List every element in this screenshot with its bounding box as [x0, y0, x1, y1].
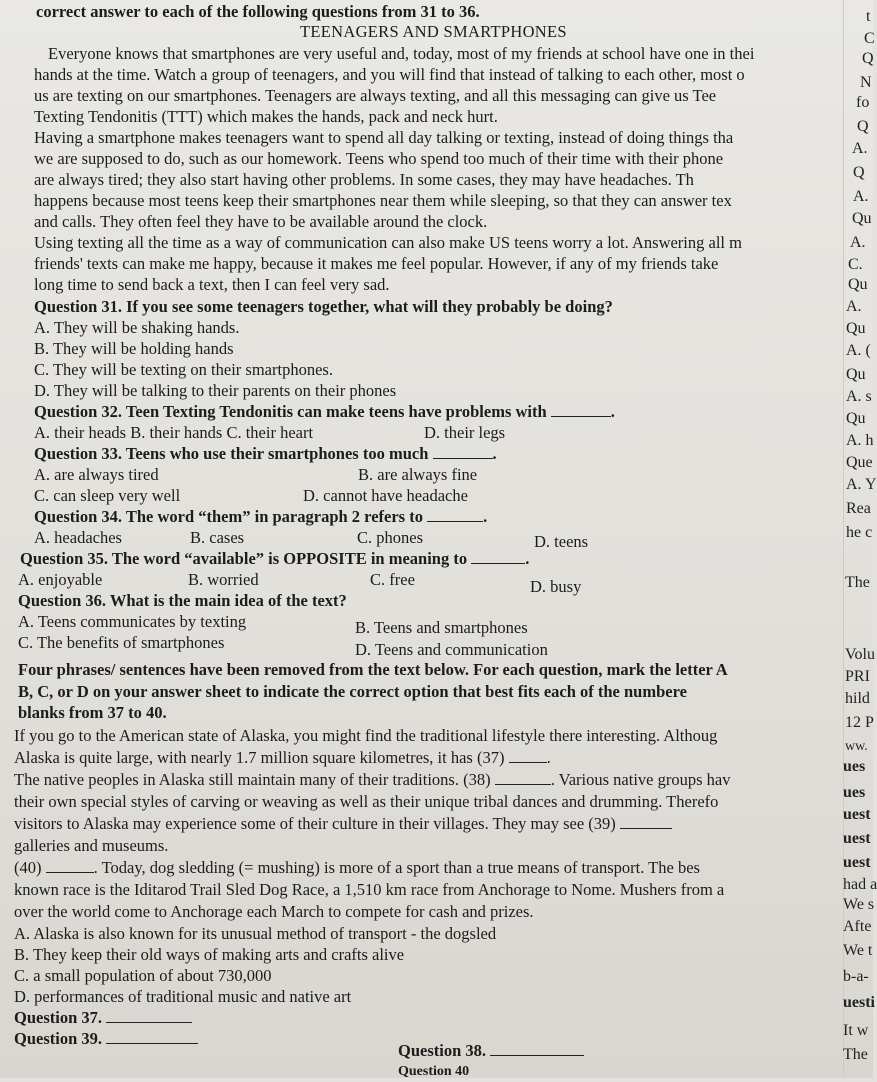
- edge-text: 12 P: [845, 714, 874, 731]
- passage-line: long time to send back a text, then I can feel very sad.: [34, 275, 390, 294]
- passage2-line: [14, 770, 730, 790]
- q36-option-c[interactable]: C. The benefits of smartphones: [18, 633, 225, 652]
- q36-option-d[interactable]: D. Teens and communication: [355, 640, 548, 659]
- answer-label-40: Question 40: [398, 1064, 470, 1079]
- blank-38[interactable]: [495, 770, 551, 785]
- passage2-line: [14, 858, 700, 878]
- q35-stem-text: Question 35. The word “available” is OPPOSITE in meaning to: [20, 549, 468, 568]
- edge-text: t: [866, 8, 871, 25]
- edge-text: We t: [843, 942, 873, 959]
- edge-text: A.: [846, 298, 862, 315]
- edge-text: hild: [845, 690, 870, 707]
- question-32-stem: Question 32. Teen Texting Tendonitis can make teens have problems with .: [34, 402, 615, 421]
- q35-option-d[interactable]: D. busy: [530, 577, 582, 596]
- q31-option-c[interactable]: C. They will be texting on their smartphones.: [34, 360, 333, 379]
- passage-line: Texting Tendonitis (TTT) which makes the hands, pack and neck hurt.: [34, 107, 498, 126]
- edge-text: ww.: [845, 739, 868, 754]
- answer-line-37[interactable]: [106, 1008, 192, 1023]
- q33-stem-text: Question 33. Teens who use their smartphones too much: [34, 444, 429, 463]
- answer-blank[interactable]: [471, 549, 525, 564]
- passage2-line: their own special styles of carving or weaving as well as their unique tribal dances and drumming. Therefo: [14, 792, 719, 811]
- gap-option-b[interactable]: B. They keep their old ways of making arts and crafts alive: [14, 945, 405, 964]
- q32-option-abc[interactable]: A. their heads B. their hands C. their heart: [34, 423, 314, 442]
- edge-text: A.: [852, 140, 868, 157]
- answer-label-text: Question 37.: [14, 1008, 103, 1027]
- answer-blank[interactable]: [551, 402, 611, 417]
- instructions-heading: correct answer to each of the following questions from 31 to 36.: [36, 2, 480, 21]
- q34-option-b[interactable]: B. cases: [190, 528, 245, 547]
- passage2-line: known race is the Iditarod Trail Sled Dog Race, a 1,510 km race from Anchorage to Nome. Mushers from a: [14, 880, 725, 899]
- edge-text: ues: [843, 758, 866, 775]
- passage2-line-text: . Today, dog sledding (= mushing) is more of a sport than a true means of transport. The bes: [93, 858, 700, 877]
- passage2-line-text: . Various native groups hav: [550, 770, 731, 789]
- q36-option-a[interactable]: A. Teens communicates by texting: [18, 612, 247, 631]
- question-33-stem: Question 33. Teens who use their smartphones too much .: [34, 444, 497, 463]
- edge-text: It w: [843, 1022, 869, 1039]
- edge-text: The: [845, 574, 870, 591]
- question-35-stem: Question 35. The word “available” is OPPOSITE in meaning to .: [20, 549, 530, 568]
- gap-option-d[interactable]: D. performances of traditional music and native art: [14, 987, 352, 1006]
- edge-text: Qu: [846, 320, 866, 337]
- answer-label-text: Question 38.: [398, 1041, 487, 1060]
- passage2-line-text: The native peoples in Alaska still maintain many of their traditions. (38): [14, 770, 491, 789]
- passage-line: happens because most teens keep their smartphones near them while sleeping, so that they can answer tex: [34, 191, 732, 210]
- edge-text: A. h: [846, 432, 874, 449]
- passage-line: friends' texts can make me happy, because it makes me feel popular. However, if any of my friends take: [34, 254, 719, 273]
- q33-option-a[interactable]: A. are always tired: [34, 465, 159, 484]
- edge-text: had a: [843, 876, 877, 893]
- passage2-line-text: Alaska is quite large, with nearly 1.7 million square kilometres, it has (37): [14, 748, 505, 767]
- question-34-stem: Question 34. The word “them” in paragraph 2 refers to .: [34, 507, 488, 526]
- q34-option-a[interactable]: A. headaches: [34, 528, 122, 547]
- edge-text: Qu: [846, 410, 866, 427]
- edge-text: Volu: [845, 646, 875, 663]
- answer-line-39[interactable]: [106, 1029, 198, 1044]
- edge-text: PRI: [845, 668, 870, 685]
- q33-option-c[interactable]: C. can sleep very well: [34, 486, 181, 505]
- passage-line: Everyone knows that smartphones are very useful and, today, most of my friends at school have one in thei: [48, 44, 755, 63]
- section2-instructions: blanks from 37 to 40.: [18, 703, 167, 722]
- section2-instructions: Four phrases/ sentences have been removed from the text below. For each question, mark the letter A: [18, 660, 728, 679]
- passage2-line: galleries and museums.: [14, 836, 169, 855]
- edge-text: A. (: [846, 342, 871, 359]
- blank-37[interactable]: [509, 748, 547, 763]
- q31-option-a[interactable]: A. They will be shaking hands.: [34, 318, 240, 337]
- edge-text: Q: [853, 164, 865, 181]
- edge-text: b-a-: [843, 968, 869, 985]
- passage-line: us are texting on our smartphones. Teenagers are always texting, and all this messaging can give us Tee: [34, 86, 717, 105]
- answer-label-37: [14, 1008, 192, 1028]
- passage2-line: If you go to the American state of Alaska, you might find the traditional lifestyle there interesting. Althoug: [14, 726, 718, 745]
- passage-line: hands at the time. Watch a group of teenagers, and you will find that instead of talking to each other, most o: [34, 65, 745, 84]
- edge-text: C: [864, 30, 875, 47]
- edge-text: uest: [843, 854, 871, 871]
- edge-text: C.: [848, 256, 863, 273]
- edge-text: Q: [857, 118, 869, 135]
- q35-option-a[interactable]: A. enjoyable: [18, 570, 103, 589]
- edge-text: A. s: [846, 388, 872, 405]
- question-31-stem: Question 31. If you see some teenagers together, what will they probably be doing?: [34, 297, 613, 316]
- passage-line: are always tired; they also start having other problems. In some cases, they may have headaches. Th: [34, 170, 694, 189]
- blank-40[interactable]: [46, 858, 94, 873]
- edge-text: Qu: [852, 210, 872, 227]
- edge-text: he c: [846, 524, 873, 541]
- edge-text: We s: [843, 896, 875, 913]
- edge-text: fo: [856, 94, 870, 111]
- edge-text: uesti: [843, 994, 875, 1011]
- passage2-line: over the world come to Anchorage each March to compete for cash and prizes.: [14, 902, 534, 921]
- q35-option-c[interactable]: C. free: [370, 570, 415, 589]
- q31-option-b[interactable]: B. They will be holding hands: [34, 339, 234, 358]
- passage-title: TEENAGERS AND SMARTPHONES: [300, 22, 567, 41]
- q36-option-b[interactable]: B. Teens and smartphones: [355, 618, 528, 637]
- q32-stem-text: Question 32. Teen Texting Tendonitis can make teens have problems with: [34, 402, 547, 421]
- answer-blank[interactable]: [427, 507, 483, 522]
- passage2-line-text: (40): [14, 858, 42, 877]
- passage-line: and calls. They often feel they have to be available around the clock.: [34, 212, 488, 231]
- q34-option-c[interactable]: C. phones: [357, 528, 423, 547]
- answer-label-39: [14, 1029, 198, 1049]
- edge-text: Afte: [843, 918, 872, 935]
- q31-option-d[interactable]: D. They will be talking to their parents on their phones: [34, 381, 397, 400]
- q33-option-b[interactable]: B. are always fine: [358, 465, 478, 484]
- q34-option-d[interactable]: D. teens: [534, 532, 589, 551]
- edge-text: Q: [862, 50, 874, 67]
- passage2-line-text: visitors to Alaska may experience some of their culture in their villages. They may see (39): [14, 814, 616, 833]
- q33-option-d[interactable]: D. cannot have headache: [303, 486, 468, 505]
- gap-option-a[interactable]: A. Alaska is also known for its unusual method of transport - the dogsled: [14, 924, 497, 943]
- edge-text: The: [843, 1046, 868, 1063]
- edge-text: A. Y: [846, 476, 877, 493]
- edge-text: Rea: [846, 500, 871, 517]
- edge-text: ues: [843, 784, 866, 801]
- edge-text: Qu: [848, 276, 868, 293]
- answer-blank[interactable]: [433, 444, 493, 459]
- passage-line: Having a smartphone makes teenagers want to spend all day talking or texting, instead of doing things tha: [34, 128, 734, 147]
- answer-label-38: [398, 1041, 584, 1061]
- edge-text: Qu: [846, 366, 866, 383]
- edge-text: A.: [850, 234, 866, 251]
- passage2-line: Alaska is quite large, with nearly 1.7 million square kilometres, it has (37) .: [14, 748, 551, 767]
- edge-text: N: [860, 74, 872, 91]
- passage2-line: [14, 814, 672, 834]
- passage-line: we are supposed to do, such as our homework. Teens who spend too much of their time with their phone: [34, 149, 724, 168]
- gap-option-c[interactable]: C. a small population of about 730,000: [14, 966, 272, 985]
- answer-line-38[interactable]: [490, 1041, 584, 1056]
- blank-39[interactable]: [620, 814, 672, 829]
- q32-option-d[interactable]: D. their legs: [424, 423, 506, 442]
- section2-instructions: B, C, or D on your answer sheet to indicate the correct option that best fits each of the numbere: [18, 682, 687, 701]
- edge-text: Que: [846, 454, 873, 471]
- edge-text: uest: [843, 830, 871, 847]
- page-gutter: [843, 0, 844, 1078]
- q34-stem-text: Question 34. The word “them” in paragraph 2 refers to: [34, 507, 423, 526]
- edge-text: A.: [853, 188, 869, 205]
- question-36-stem: Question 36. What is the main idea of the text?: [18, 591, 347, 610]
- edge-text: uest: [843, 806, 871, 823]
- answer-label-text: Question 39.: [14, 1029, 103, 1048]
- passage-line: Using texting all the time as a way of communication can also make US teens worry a lot. Answering all m: [34, 233, 742, 252]
- q35-option-b[interactable]: B. worried: [188, 570, 259, 589]
